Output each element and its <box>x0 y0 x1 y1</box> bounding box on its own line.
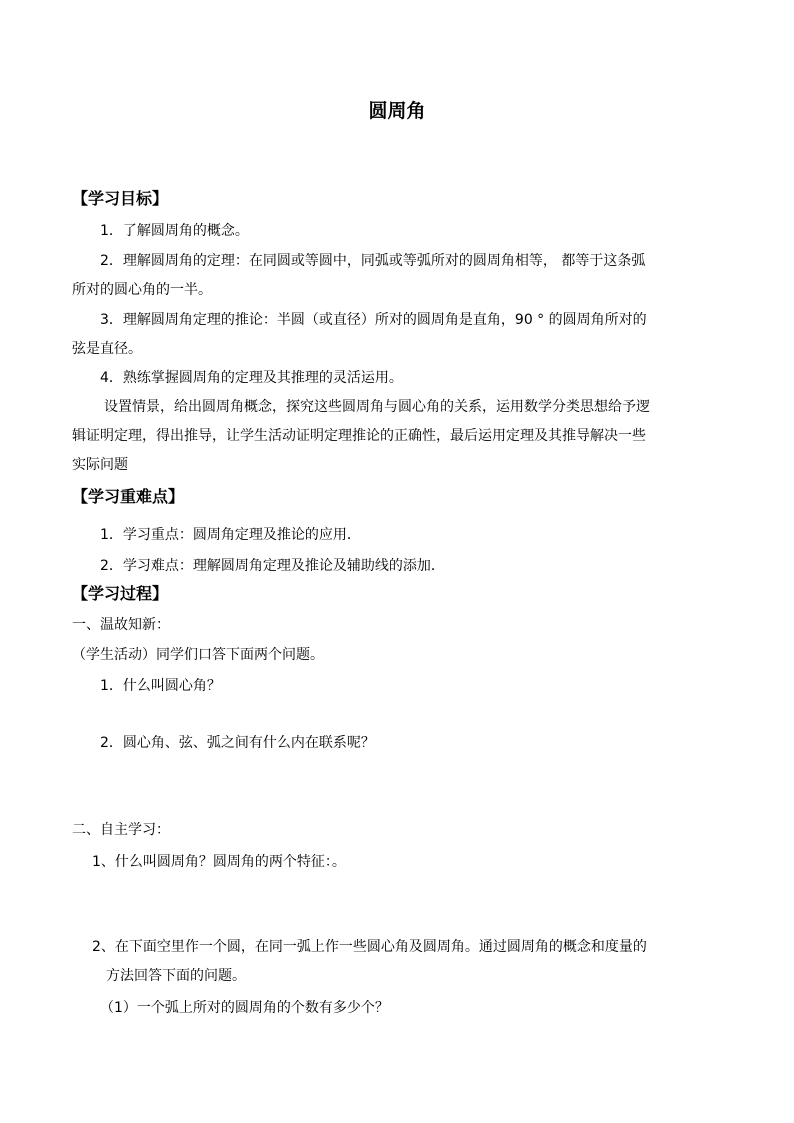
process-part-1-question-2: 2．圆心角、弦、弧之间有什么内在联系呢？ <box>100 735 375 751</box>
keypoint-item-2: 2．学习难点：理解圆周角定理及推论及辅助线的添加． <box>100 558 445 574</box>
section-heading-process: 【学习过程】 <box>72 584 169 603</box>
process-part-2-question-1: 1、什么叫圆周角？圆周角的两个特征：。 <box>92 854 346 870</box>
goal-item-3-line-1: 3．理解圆周角定理的推论：半圆（或直径）所对的圆周角是直角，90 ° 的圆周角所对的 <box>100 312 647 328</box>
section-heading-keypoints: 【学习重难点】 <box>72 487 185 506</box>
process-part-1-question-1: 1．什么叫圆心角？ <box>100 678 221 694</box>
goal-paragraph-line-3: 实际问题 <box>72 457 128 473</box>
goal-item-1: 1．了解圆周角的概念。 <box>100 223 249 239</box>
process-part-2-question-2-line-1: 2、在下面空里作一个圆，在同一弧上作一些圆心角及圆周角。通过圆周角的概念和度量的 <box>92 939 647 955</box>
process-part-1-title: 一、温故知新： <box>72 617 170 633</box>
goal-paragraph-line-1: 设置情景，给出圆周角概念，探究这些圆周角与圆心角的关系，运用数学分类思想给予逻 <box>104 399 650 415</box>
page-title: 圆周角 <box>368 100 426 122</box>
goal-item-3-line-2: 弦是直径。 <box>72 341 142 357</box>
goal-item-2-line-2: 所对的圆心角的一半。 <box>72 282 212 298</box>
goal-item-4: 4．熟练掌握圆周角的定理及其推理的灵活运用。 <box>100 370 403 386</box>
process-part-2-question-2-line-2: 方法回答下面的问题。 <box>106 968 246 984</box>
process-part-2-subquestion-1: （1）一个弧上所对的圆周角的个数有多少个？ <box>100 1000 389 1016</box>
process-part-1-intro: （学生活动）同学们口答下面两个问题。 <box>72 647 324 663</box>
keypoint-item-1: 1．学习重点：圆周角定理及推论的应用． <box>100 527 361 543</box>
goal-paragraph-line-2: 辑证明定理，得出推导，让学生活动证明定理推论的正确性，最后运用定理及其推导解决一些 <box>72 428 646 444</box>
section-heading-goals: 【学习目标】 <box>72 189 169 208</box>
goal-item-2-line-1: 2．理解圆周角的定理：在同圆或等圆中，同弧或等弧所对的圆周角相等， 都等于这条弧 <box>100 253 646 269</box>
process-part-2-title: 二、自主学习： <box>72 822 170 838</box>
